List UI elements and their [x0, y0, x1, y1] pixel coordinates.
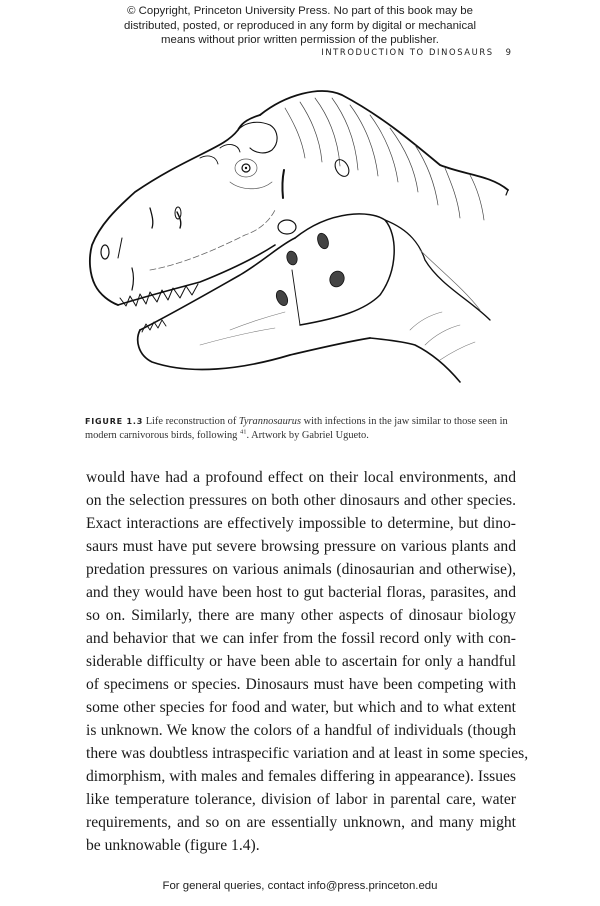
text-line: saurs must have put severe browsing pressure on various plants and — [86, 538, 516, 555]
caption-taxon: Tyrannosaurus — [238, 416, 302, 427]
text-line: predation pressures on various animals (dinosaurian and otherwise), — [86, 561, 516, 578]
figure-illustration — [80, 70, 530, 400]
text-line: would have had a profound effect on their local environments, and — [86, 469, 516, 486]
text-line: dimorphism, with males and females differing in appearance). Issues — [86, 768, 516, 785]
figure-label: FIGURE 1.3 — [85, 417, 144, 426]
text-line: of specimens or species. Dinosaurs must have been competing with — [86, 676, 516, 693]
running-head — [321, 47, 511, 57]
text-line: Exact interactions are effectively impossible to determine, but dino- — [86, 515, 516, 532]
caption-text: . Artwork by Gabriel Ugueto. — [246, 430, 369, 441]
figure-caption — [85, 415, 535, 443]
copyright-line: means without prior written permission of the publisher. — [161, 34, 439, 47]
caption-text: with infections in the jaw similar to those seen in modern carnivorous birds, following — [85, 416, 508, 441]
caption-reference: 41 — [239, 428, 247, 436]
text-line: on the selection pressures on both other dinosaurs and other species. — [86, 492, 516, 509]
copyright-notice — [0, 4, 600, 48]
footer-contact: For general queries, contact info@press.princeton.edu — [162, 880, 438, 892]
text-line: is unknown. We know the colors of a handful of individuals (though — [86, 722, 516, 739]
text-line: like temperature tolerance, division of labor in parental care, water — [86, 791, 516, 808]
copyright-line: © Copyright, Princeton University Press. No part of this book may be — [127, 5, 473, 17]
text-line: so on. Similarly, there are many other aspects of dinosaur biology — [86, 607, 516, 624]
caption-text: Life reconstruction of — [143, 416, 239, 427]
tyrannosaurus-head-drawing — [80, 70, 530, 400]
text-line: be unknowable (figure 1.4). — [86, 837, 260, 854]
body-paragraph — [86, 466, 529, 857]
text-line: and they would have been host to gut bacterial floras, parasites, and — [86, 584, 516, 601]
text-line: some other species for food and water, but which and to what extent — [86, 699, 516, 716]
text-line: requirements, and so on are essentially unknown, and many might — [86, 814, 516, 831]
copyright-line: distributed, posted, or reproduced in any form by digital or mechanical — [123, 19, 477, 32]
text-line: there was doubtless intraspecific variation and at least in some species, — [86, 745, 529, 762]
page-number: 9 — [505, 47, 511, 57]
text-line: siderable difficulty or have been able to ascertain for only a handful — [86, 653, 516, 670]
text-line: and behavior that we can infer from the fossil record only with con- — [86, 630, 516, 647]
running-head-title: INTRODUCTION TO DINOSAURS — [321, 47, 494, 57]
